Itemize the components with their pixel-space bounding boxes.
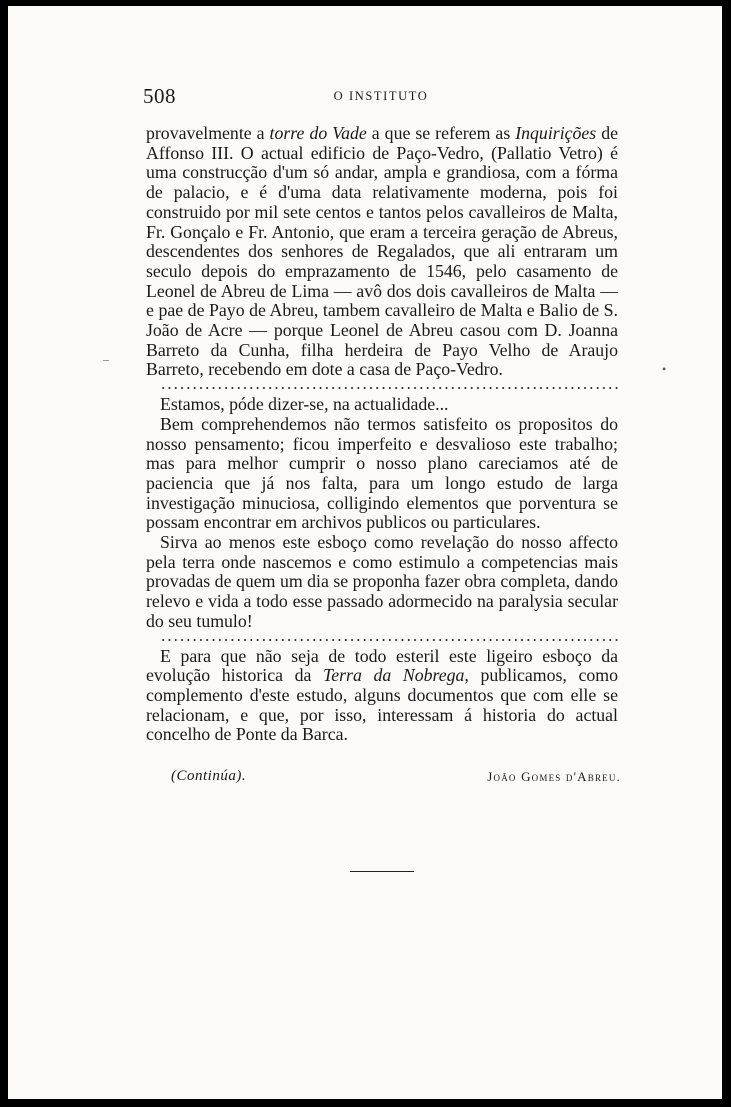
running-head: O INSTITUTO bbox=[333, 89, 429, 103]
paragraph-documentos bbox=[146, 647, 618, 746]
text-run: E para que não seja de todo esteril este ligeiro esboço da evolução historica da bbox=[146, 645, 618, 686]
paragraph-actualidade bbox=[146, 395, 618, 415]
text-run: Estamos, póde dizer-se, na actualidade... bbox=[160, 394, 449, 415]
margin-dot-right: • bbox=[662, 362, 667, 376]
page-number: 508 bbox=[143, 84, 176, 108]
end-rule bbox=[350, 871, 414, 872]
text-run: publicamos, como complemento d'este estudo, alguns documentos que com elle se relacionam, e que, por isso, interessam á historia do actual concelho de Ponte da Barca. bbox=[146, 665, 618, 745]
text-run: a que se referem as bbox=[366, 123, 516, 143]
margin-dash-left: – bbox=[103, 352, 109, 366]
body-text bbox=[146, 124, 618, 745]
text-run: provavelmente a bbox=[146, 123, 270, 143]
dotted-separator bbox=[160, 636, 618, 644]
page-header bbox=[143, 84, 619, 108]
text-run: de Affonso III. O actual edificio de Paço-Vedro, (Pallatio Vetro) é uma construcção d'um só andar, ampla e grandiosa, com a fórma de palacio, e é d'uma data relativamente moderna, pois foi construido por mil sete centos e tantos pelos cavalleiros de Malta, Fr. Gonçalo e Fr. Antonio, que eram a terceira geração de Abreus, descendentes dos senhores de Regalados, que ali entraram um seculo depois do emprazamento de 1546, pelo casamento de Leonel de Abreu de Lima — avô dos dois cavalleiros de Malta — e pae de Payo de Abreu, tambem cavalleiro de Malta e Balio de S. João de Acre — porque Leonel de Abreu casou com D. Joanna Barreto da Cunha, filha herdeira de Payo Velho de Araujo Barreto, recebendo em dote a casa de Paço-Vedro. bbox=[146, 123, 619, 380]
italic-run: Terra da Nobrega, bbox=[322, 665, 469, 686]
italic-run: Inquirições bbox=[515, 123, 597, 143]
paragraph-propositos bbox=[146, 415, 618, 533]
text-run: Sirva ao menos este esboço como revelação do nosso affecto pela terra onde nascemos e como estimulo a competencias mais provadas de quem um dia se proponha fazer obra completa, dando relevo e vida a todo esse passado adormecido na paralysia secular do seu tumulo! bbox=[146, 532, 618, 631]
text-run: Bem comprehendemos não termos satisfeito os propositos do nosso pensamento; ficou imperfeito e desvalioso este trabalho; mas para melhor cumprir o nosso plano careciamos até de paciencia que já nos falta, para um longo estudo de larga investigação minuciosa, colligindo elementos que porventura se possam encontrar em archivos publicos ou particulares. bbox=[146, 413, 618, 533]
paragraph-sirva bbox=[146, 533, 618, 632]
dotted-separator bbox=[160, 384, 618, 392]
continua-note: (Continúa). bbox=[171, 768, 247, 784]
signature-line bbox=[143, 768, 621, 790]
paragraph-continuation bbox=[146, 124, 618, 380]
italic-run: torre do Vade bbox=[269, 123, 367, 143]
author-signature: João Gomes d'Abreu. bbox=[487, 769, 621, 784]
